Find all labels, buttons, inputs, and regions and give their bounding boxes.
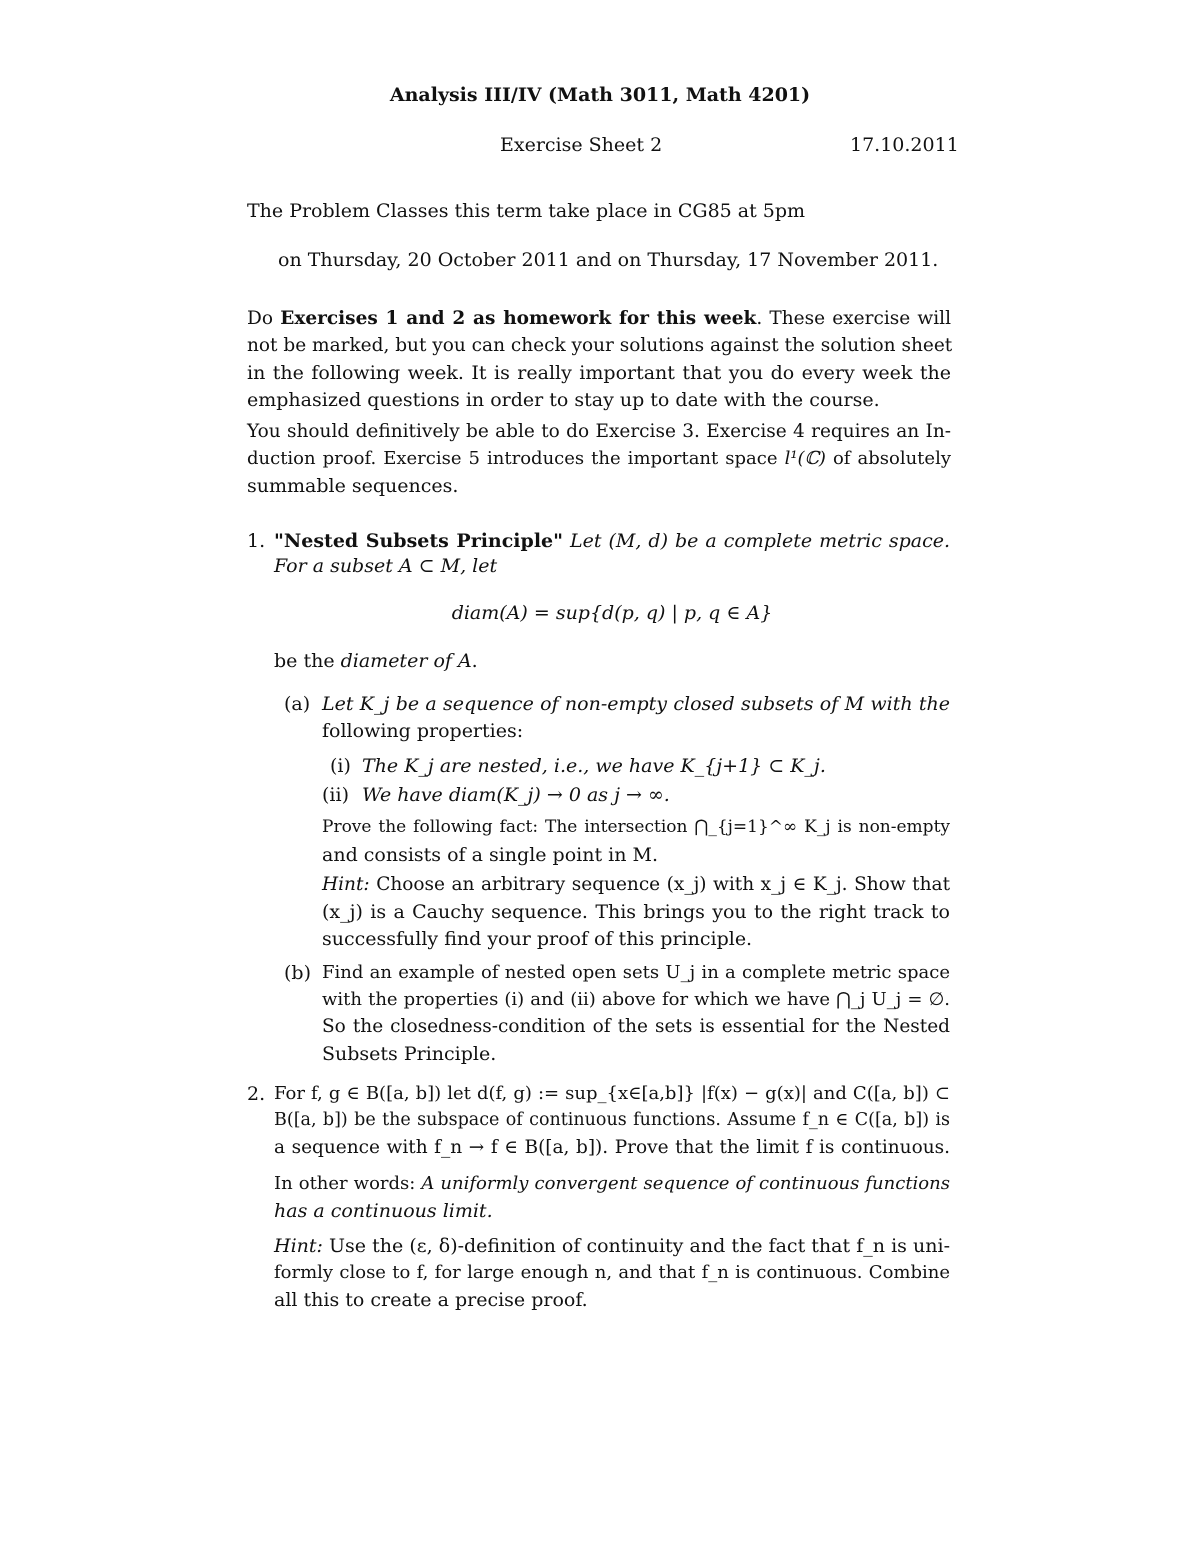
exercise-2-line-3: a sequence with f_n → f ∈ B([a, b]). Prove that the limit f is continuous. xyxy=(274,1137,950,1158)
exercise-2-number: 2. xyxy=(247,1083,266,1105)
other-words-text-1: A uniformly convergent sequence of continuous functions xyxy=(421,1173,950,1194)
document-title xyxy=(0,84,1200,106)
part-a-label: (a) xyxy=(284,693,311,715)
part-a-line-2: following properties: xyxy=(322,720,524,742)
prove-line-2: and consists of a single point in M. xyxy=(322,844,658,866)
sheet-label xyxy=(500,134,662,156)
homework-line-6 xyxy=(247,448,951,469)
other-words-line-2: has a continuous limit. xyxy=(274,1200,493,1222)
sheet-label-text: Exercise Sheet 2 xyxy=(500,134,663,156)
other-words-label: In other words: xyxy=(274,1173,416,1194)
part-b-label: (b) xyxy=(284,962,311,984)
part-b-line-4: Subsets Principle. xyxy=(322,1043,497,1065)
diameter-term: diameter of A xyxy=(340,650,472,672)
homework-line-7: summable sequences. xyxy=(247,475,459,497)
part-b-line-3: So the closedness-condition of the sets is essential for the Nested xyxy=(322,1016,950,1037)
document-title-text: Analysis III/IV (Math 3011, Math 4201) xyxy=(389,84,811,106)
homework-space-symbol: l¹(ℂ) xyxy=(784,448,826,469)
hint-a-line-2: (x_j) is a Cauchy sequence. This brings you to the right track to xyxy=(322,901,950,923)
property-i-label: (i) xyxy=(330,755,351,777)
property-ii-label: (ii) xyxy=(322,784,349,806)
hint-a-label: Hint: xyxy=(322,874,370,895)
hint-2-label: Hint: xyxy=(274,1235,323,1257)
part-b-line-2: with the properties (i) and (ii) above for which we have ⋂_j U_j = ∅. xyxy=(322,989,950,1010)
problem-classes-line: The Problem Classes this term take place in CG85 at 5pm xyxy=(247,200,806,222)
exercise-1-number: 1. xyxy=(247,530,266,552)
exercise-2-line-2: B([a, b]) be the subspace of continuous functions. Assume f_n ∈ C([a, b]) is xyxy=(274,1110,950,1130)
homework-line-3: in the following week. It is really important that you do every week the xyxy=(247,362,951,384)
hint-a-line-1 xyxy=(322,874,950,895)
homework-line-2: not be marked, but you can check your solutions against the solution sheet xyxy=(247,335,953,356)
homework-line-1-rest: . These exercise will xyxy=(756,308,951,329)
exercise-2-line-1: For f, g ∈ B([a, b]) let d(f, g) := sup_{x∈[a,b]} |f(x) − g(x)| and C([a, b]) ⊂ xyxy=(274,1083,950,1104)
homework-line-4: emphasized questions in order to stay up to date with the course. xyxy=(247,389,880,411)
exercise-1-line-3 xyxy=(274,650,950,672)
exercise-1-title: "Nested Subsets Principle" xyxy=(274,530,564,552)
problem-classes-dates: on Thursday, 20 October 2011 and on Thursday, 17 November 2011. xyxy=(278,249,939,271)
homework-line-5: You should definitively be able to do Exercise 3. Exercise 4 requires an In- xyxy=(247,421,951,442)
hint-2-line-2: formly close to f, for large enough n, and that f_n is continuous. Combine xyxy=(274,1262,950,1283)
sheet-date-text: 17.10.2011 xyxy=(850,134,959,156)
sheet-date xyxy=(850,134,959,156)
exercise-1-line-1 xyxy=(274,530,950,552)
hint-2-line-3: all this to create a precise proof. xyxy=(274,1289,588,1311)
hint-a-text-1: Choose an arbitrary sequence (x_j) with x_j ∈ K_j. Show that xyxy=(376,874,950,895)
diameter-formula: diam(A) = sup{d(p, q) | p, q ∈ A} xyxy=(451,602,773,624)
homework-emphasis: Exercises 1 and 2 as homework for this week xyxy=(280,308,757,329)
exercise-1-line-3-a: be the xyxy=(274,650,335,672)
part-b-line-1: Find an example of nested open sets U_j in a complete metric space xyxy=(322,962,950,983)
part-a-line-1: Let K_j be a sequence of non-empty closed subsets of M with the xyxy=(322,693,950,715)
exercise-1-line-1-rest: Let (M, d) be a complete metric space. xyxy=(570,530,951,552)
property-i-text: The K_j are nested, i.e., we have K_{j+1} ⊂ K_j. xyxy=(362,755,826,777)
hint-2-text-1: Use the (ε, δ)-definition of continuity and the fact that f_n is uni- xyxy=(329,1235,950,1257)
other-words-line-1 xyxy=(274,1173,950,1194)
homework-line-6-b: of absolutely xyxy=(832,448,951,469)
property-ii-text: We have diam(K_j) → 0 as j → ∞. xyxy=(362,784,670,806)
homework-line-1 xyxy=(247,308,951,329)
exercise-1-line-3-b: . xyxy=(471,650,478,672)
hint-a-line-3: successfully find your proof of this principle. xyxy=(322,928,753,950)
homework-line-6-a: duction proof. Exercise 5 introduces the important space xyxy=(247,448,778,469)
hint-2-line-1 xyxy=(274,1235,950,1257)
homework-do: Do xyxy=(247,308,273,329)
exercise-1-line-2: For a subset A ⊂ M, let xyxy=(274,555,498,577)
prove-line-1: Prove the following fact: The intersection ⋂_{j=1}^∞ K_j is non-empty xyxy=(322,817,950,837)
